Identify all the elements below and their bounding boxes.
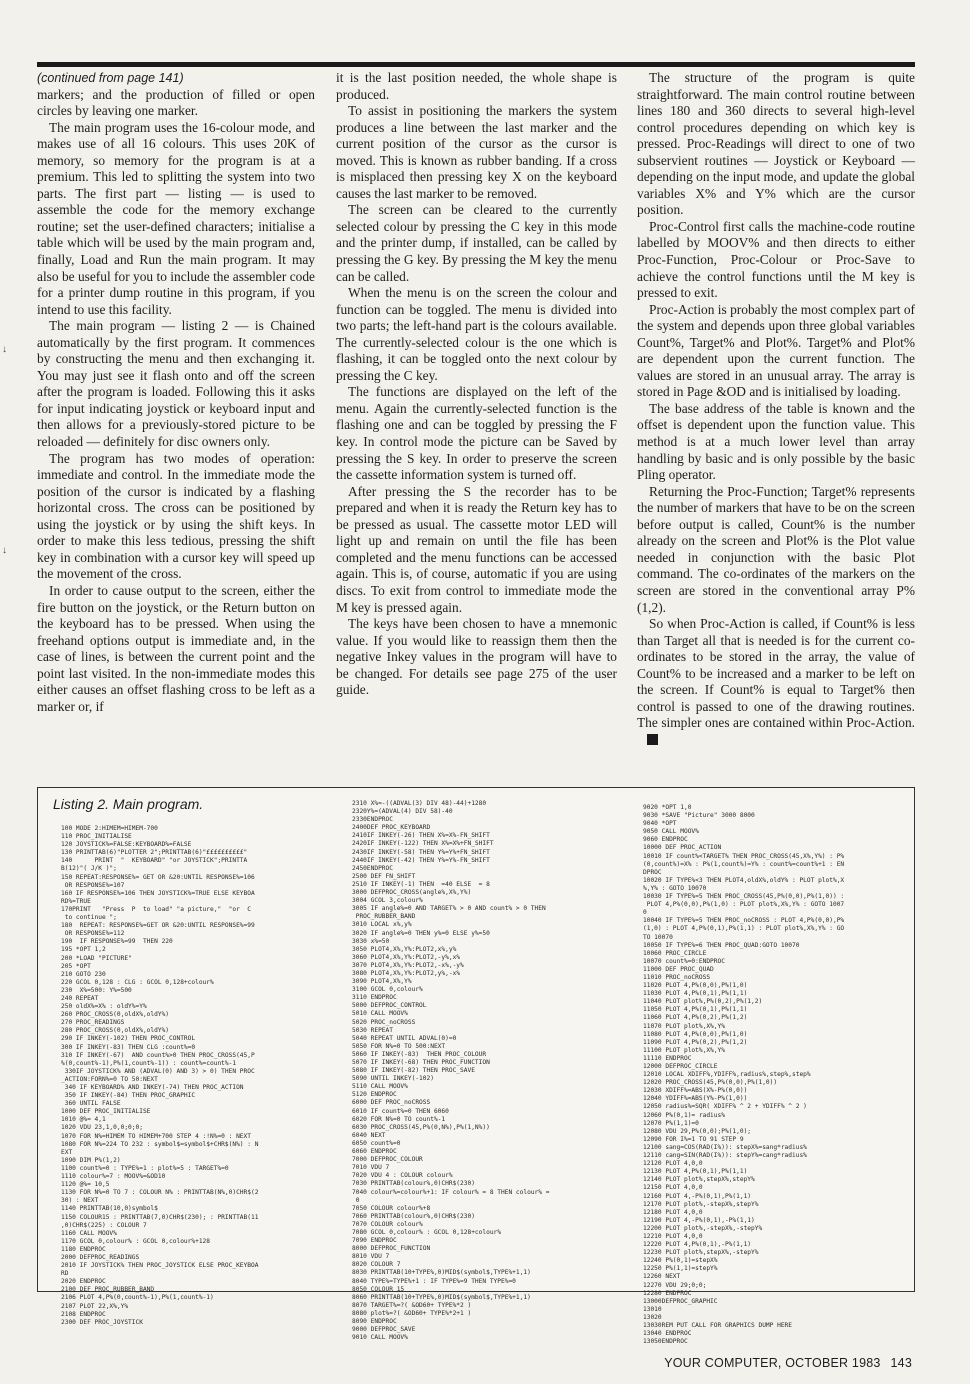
code-line: 2010 IF JOYSTICK% THEN PROC_JOYSTICK ELSE PROC_KEYBOA bbox=[61, 1262, 259, 1270]
margin-mark: ↓ bbox=[2, 545, 7, 556]
code-line: 8050 COLOUR 15 bbox=[352, 1285, 405, 1293]
code-line: 30) : NEXT bbox=[61, 1197, 99, 1205]
code-line: 9000 DEFPROC_SAVE bbox=[352, 1326, 416, 1334]
code-line: 10060 PROC_CIRCLE bbox=[643, 949, 707, 957]
code-line: 1020 VDU 23,1,0,0;0;0; bbox=[61, 1124, 143, 1132]
paragraph: it is the last position needed, the whole shape is produced. bbox=[336, 70, 617, 102]
code-line: 9020 *OPT 1,0 bbox=[643, 804, 692, 811]
code-line: 1160 CALL MOOV% bbox=[61, 1229, 117, 1237]
code-line: 8030 PRINTTAB(10+TYPE%,0)MID$(symbol$,TYPE%+1,1) bbox=[352, 1269, 531, 1277]
code-line: 12260 NEXT bbox=[643, 1273, 681, 1281]
article-column-3 bbox=[637, 70, 915, 748]
code-line: 2420IF INKEY(-122) THEN X%=X%+FN_SHIFT bbox=[352, 840, 494, 848]
code-line: 13030REM PUT CALL FOR GRAPHICS DUMP HERE bbox=[643, 1322, 793, 1329]
paragraph: The program has two modes of operation: immediate and control. In the immediate mode the position of the cursor is indicated by a flashing horizontal cross. The cross can be positioned by using the joystick or by using the shift keys. In order to make this less tedious, pressing the shift key in combination with a cursor key will speed up the movement of the cross. bbox=[37, 450, 315, 582]
paragraph: To assist in positioning the markers the system produces a line between the last marker and the current position of the cursor as the cursor is moved. This is known as rubber banding. If a cross is misplaced then pressing key X on the keyboard causes the last marker to be removed. bbox=[336, 103, 617, 201]
code-line: 10040 IF TYPE%=5 THEN PROC_noCROSS : PLOT 4,P%(0,0),P% bbox=[643, 917, 845, 925]
code-line: TO 10070 bbox=[643, 933, 673, 941]
article-column-1 bbox=[37, 70, 315, 715]
code-line: 8070 TARGET%=?( &OD60+ TYPE%*2 ) bbox=[352, 1301, 472, 1309]
code-line: 270 PROC_READINGS bbox=[61, 1019, 125, 1027]
code-line: 210 GOTO 230 bbox=[61, 970, 106, 978]
code-line: 11090 PLOT 4,P%(0,2),P%(1,2) bbox=[643, 1038, 748, 1046]
code-line: 1140 PRINTTAB(10,0)symbol$ bbox=[61, 1205, 158, 1213]
code-line: 280 PROC_CROSS(0,oldX%,oldY%) bbox=[61, 1027, 170, 1035]
code-line: 12050 radius%=SQR( XDIFF% ^ 2 + YDIFF% ^ 2 ) bbox=[643, 1103, 807, 1111]
code-line: 7060 PRINTTAB(colour%,0)CHR$(230) bbox=[352, 1212, 475, 1220]
code-line: 10000 DEF PROC_ACTION bbox=[643, 844, 722, 852]
code-line: 1130 FOR N%=0 TO 7 : COLOUR N% : PRINTTAB(N%,0)CHR$(2 bbox=[61, 1189, 259, 1197]
code-line: 3100 GCOL 0,colour% bbox=[352, 986, 423, 994]
code-line: 12010 LOCAL XDIFF%,YDIFF%,radius%,step%,step% bbox=[643, 1071, 811, 1079]
margin-mark: ↓ bbox=[2, 344, 7, 355]
code-line: 1070 FOR N%=HIMEM TO HIMEM+700 STEP 4 :!N%=0 : NEXT bbox=[61, 1132, 251, 1140]
code-line: 11050 PLOT 4,P%(0,1),P%(1,1) bbox=[643, 1006, 748, 1014]
code-line: 1090 DIM P%(1,2) bbox=[61, 1156, 121, 1164]
code-line: 2440IF INKEY(-42) THEN Y%=Y%-FN_SHIFT bbox=[352, 856, 490, 864]
code-line: 3020 IF angle%=0 THEN y%=0 ELSE y%=50 bbox=[352, 929, 490, 937]
code-line: 8080 plot%=?( &OD60+ TYPE%*2+1 ) bbox=[352, 1309, 472, 1317]
code-line: 2510 IF INKEY(-1) THEN =40 ELSE = 8 bbox=[352, 880, 490, 888]
code-line: 9010 CALL MOOV% bbox=[352, 1334, 408, 1342]
code-line: PROC_RUBBER_BAND bbox=[352, 913, 416, 921]
code-line: 0 bbox=[352, 1196, 360, 1204]
code-line: 290 IF INKEY(-102) THEN PROC_CONTROL bbox=[61, 1035, 196, 1043]
code-line: 7020 VDU 4 : COLOUR colour% bbox=[352, 1172, 453, 1180]
code-line: 11020 PLOT 4,P%(0,0),P%(1,0) bbox=[643, 982, 748, 990]
code-line: 9030 *SAVE "Picture" 3000 8000 bbox=[643, 812, 755, 820]
code-line: 200 *LOAD "PICTURE" bbox=[61, 954, 132, 962]
code-line: 12160 PLOT 4,-P%(0,1),P%(1,1) bbox=[643, 1192, 752, 1200]
code-line: 2400DEF PROC_KEYBOARD bbox=[352, 824, 431, 832]
code-line: 12020 PROC_CROSS(45,P%(0,0),P%(1,0)) bbox=[643, 1079, 778, 1087]
paragraph: Proc-Action is probably the most complex part of the system and depends upon three global variables Count%, Target% and Plot%. Target% and Plot% are dependent upon the current function. The values are stored in an unusual array. The array is stored in Page &OD and is initialised by loading. bbox=[637, 301, 915, 400]
code-line: 12120 PLOT 4,0,0 bbox=[643, 1160, 703, 1168]
paragraph: The functions are displayed on the left of the menu. Again the currently-selected function is the flashing one and can be toggled by pressing the F key. In control mode the picture can be Saved by pressing the S key. In order to preserve the screen the cassette information system is turned off. bbox=[336, 384, 617, 483]
code-line: 5050 FOR N%=0 TO 500:NEXT bbox=[352, 1042, 446, 1050]
code-line: 2000 DEFPROC_READINGS bbox=[61, 1253, 140, 1261]
code-line: 12000 DEFPROC_CIRCLE bbox=[643, 1063, 718, 1070]
code-line: 195 *OPT 1,2 bbox=[61, 946, 106, 954]
code-line: PLOT 4,P%(0,0),P%(1,0) : PLOT plot%,X%,Y% : GOTO 1007 bbox=[643, 901, 845, 909]
code-line: 3060 PLOT4,X%,Y%:PLOT2,-y%,x% bbox=[352, 953, 461, 961]
page-number: 143 bbox=[890, 1356, 912, 1370]
code-line: 11000 DEF PROC_QUAD bbox=[643, 965, 714, 973]
code-line: 190 IF RESPONSE%=99 THEN 220 bbox=[61, 938, 173, 946]
code-line: 12230 PLOT plot%,stepX%,-stepY% bbox=[643, 1249, 759, 1257]
end-of-article-square bbox=[647, 734, 658, 745]
code-line: 2410IF INKEY(-26) THEN X%=X%-FN_SHIFT bbox=[352, 832, 490, 840]
paragraph: The structure of the program is quite straightforward. The main control routine between lines 180 and 360 directs to several high-level control procedures depending on which key is pressed. Proc-Readings will direct to one of two subservient routines — Joystick or Keyboard — depending on the input mode, and update the global variables X% and Y% which are the cursor position. bbox=[637, 70, 915, 218]
code-line: 8040 TYPE%=TYPE%+1 : IF TYPE%=9 THEN TYPE%=0 bbox=[352, 1277, 516, 1285]
code-line: 10050 IF TYPE%=6 THEN PROC_QUAD:GOTO 10070 bbox=[643, 941, 800, 949]
code-line: 330IF JOYSTICK% AND (ADVAL(0) AND 3) > 0) THEN PROC bbox=[61, 1067, 255, 1075]
code-line: 5030 REPEAT bbox=[352, 1026, 393, 1034]
code-line: 3080 PLOT4,X%,Y%:PLOT2,y%,-x% bbox=[352, 969, 461, 977]
code-line: 1180 ENDPROC bbox=[61, 1245, 106, 1253]
code-line: 12080 VDU 29,P%(0,0);P%(1,0); bbox=[643, 1127, 752, 1135]
code-line: 1010 @%= 4,1 bbox=[61, 1116, 106, 1124]
code-line: OR RESPONSE%=107 bbox=[61, 881, 125, 889]
code-line: 12030 XDIFF%=ABS(X%-P%(0,0)) bbox=[643, 1087, 748, 1095]
code-line: 150 REPEAT:RESPONSE%= GET OR &20:UNTIL RESPONSE%=106 bbox=[61, 873, 255, 881]
code-line: 5020 PROC_noCROSS bbox=[352, 1018, 416, 1026]
code-line: 12280 ENDPROC bbox=[643, 1289, 692, 1297]
code-line: 110 PROC_INITIALISE bbox=[61, 833, 132, 841]
code-line: 12180 PLOT 4,0,0 bbox=[643, 1208, 703, 1216]
listing-column-2 bbox=[352, 800, 624, 1342]
code-line: 12130 PLOT 4,P%(0,1),P%(1,1) bbox=[643, 1168, 748, 1176]
code-line: 6050 count%=0 bbox=[352, 1139, 401, 1147]
code-line: 10030 IF TYPE%=5 THEN PROC_CROSS(45,P%(0,0),P%(1,0)) : bbox=[643, 893, 845, 901]
code-line: 13040 ENDPROC bbox=[643, 1330, 692, 1338]
code-line: 11100 PLOT plot%,X%,Y% bbox=[643, 1046, 725, 1054]
paragraph: Proc-Control first calls the machine-code routine labelled by MOOV% and then directs to either Proc-Function, Proc-Colour or Proc-Save to achieve the control functions until the M key is pressed to exit. bbox=[637, 218, 915, 301]
code-line: 13010 bbox=[643, 1305, 662, 1313]
code-line: 12140 PLOT plot%,stepX%,stepY% bbox=[643, 1176, 755, 1184]
continued-label: (continued from page 141) bbox=[37, 71, 184, 85]
code-line: ,0)CHR$(225) : COLOUR 7 bbox=[61, 1221, 147, 1229]
code-line: 3070 PLOT4,X%,Y%:PLOT2,-x%,-y% bbox=[352, 961, 464, 969]
code-line: 2100 DEF PROC_RUBBER_BAND bbox=[61, 1286, 155, 1294]
code-line: 205 *OPT bbox=[61, 962, 91, 970]
code-line: 2300 DEF PROC_JOYSTICK bbox=[61, 1318, 143, 1326]
code-line: 2020 ENDPROC bbox=[61, 1278, 106, 1286]
code-line: 7070 COLOUR colour% bbox=[352, 1220, 423, 1228]
code-line: 240 REPEAT bbox=[61, 994, 99, 1002]
code-line: 6040 NEXT bbox=[352, 1131, 386, 1139]
code-line: 1110 colour%=7 : MOOV%=&OD10 bbox=[61, 1173, 166, 1181]
code-line: 360 UNTIL FALSE bbox=[61, 1100, 121, 1108]
listing-column-3 bbox=[643, 804, 909, 1346]
code-line: 5080 IF INKEY(-82) THEN PROC_SAVE bbox=[352, 1067, 475, 1075]
code-line: 1100 count%=0 : TYPE%=1 : plot%=5 : TARGET%=0 bbox=[61, 1164, 229, 1172]
code-line: 8000 DEFPROC_FUNCTION bbox=[352, 1245, 431, 1253]
code-line: 12100 sang=COS(RAD(I%)): stepX%=sang*radius% bbox=[643, 1143, 807, 1151]
code-line: 12060 P%(0,1)= radius% bbox=[643, 1111, 725, 1119]
code-line: 140 PRINT " KEYBOARD" "or JOYSTICK";PRINTTA bbox=[61, 857, 248, 865]
code-line: 8020 COLOUR 7 bbox=[352, 1261, 401, 1269]
code-line: 7030 PRINTTAB(colour%,0)CHR$(230) bbox=[352, 1180, 475, 1188]
code-line: 12070 P%(1,1)=0 bbox=[643, 1119, 699, 1127]
code-line: 5040 REPEAT UNTIL ADVAL(0)=0 bbox=[352, 1034, 457, 1042]
paragraph: The main program uses the 16-colour mode, and makes use of all 16 colours. This uses 20K of memory, so memory for the program is at a premium. This led to splitting the system into two parts. The first part — listing — is used to assemble the code for the memory exchange routine; set the user-defined characters; initialise a table which will be used by the main program and, finally, Load and Run the main program. It may also be useful for you to include the assembler code for a printer dump routine in this program, if you intend to use this facility. bbox=[37, 119, 315, 317]
top-rule bbox=[37, 62, 915, 67]
code-line: 230 X%=500: Y%=500 bbox=[61, 986, 132, 994]
code-line: 1120 @%= 10,5 bbox=[61, 1181, 110, 1189]
code-line: 7040 colour%=colour%+1: IF colour% = 8 THEN colour% = bbox=[352, 1188, 550, 1196]
listing-column-1 bbox=[61, 825, 333, 1327]
code-line: 11070 PLOT plot%,X%,Y% bbox=[643, 1022, 725, 1030]
code-line: 6000 DEF PROC_noCROSS bbox=[352, 1099, 431, 1107]
code-line: 2430IF INKEY(-58) THEN Y%=Y%+FN_SHIFT bbox=[352, 848, 490, 856]
code-line: 2106 PLOT 4,P%(0,count%-1),P%(1,count%-1) bbox=[61, 1294, 214, 1302]
paragraph: The keys have been chosen to have a mnemonic value. If you would like to reassign them then the negative Inkey values in the program will have to be changed. For details see page 275 of the user guide. bbox=[336, 616, 617, 698]
code-line: 10010 IF count%<TARGET% THEN PROC_CROSS(45,X%,Y%) : P% bbox=[643, 852, 845, 860]
code-line: 6030 PROC_CROSS(45,P%(0,N%),P%(1,N%)) bbox=[352, 1123, 490, 1131]
code-line: 2330ENDPROC bbox=[352, 816, 393, 824]
code-line: 12170 PLOT plot%,-stepX%,stepY% bbox=[643, 1200, 759, 1208]
code-line: DPROC bbox=[643, 868, 662, 876]
code-line: 12090 FOR I%=1 TO 91 STEP 9 bbox=[643, 1135, 744, 1143]
code-line: 8090 ENDPROC bbox=[352, 1318, 397, 1325]
code-line: 5090 UNTIL INKEY(-102) bbox=[352, 1075, 434, 1083]
code-line: 6020 FOR N%=0 TO count%-1 bbox=[352, 1115, 446, 1123]
code-line: RD%=TRUE bbox=[61, 897, 91, 905]
code-line: 260 PROC_CROSS(0,oldX%,oldY%) bbox=[61, 1011, 170, 1019]
code-line: 170PRINT "Press P to load" "a picture," "or C bbox=[61, 905, 251, 913]
code-line: 12270 VDU 29;0;0; bbox=[643, 1281, 707, 1289]
code-line: 120 JOYSTICK%=FALSE:KEYBOARD%=FALSE bbox=[61, 841, 192, 849]
paragraph: After pressing the S the recorder has to be prepared and when it is ready the Return key has to be pressed as usual. The cassette motor LED will light up and remain on until the file has been completed and the menu functions can be accessed again. This is, of course, automatic if you are using discs. To exit from control to immediate mode the M key is pressed again. bbox=[336, 483, 617, 615]
page-footer bbox=[654, 1356, 912, 1370]
code-line: 3030 x%=50 bbox=[352, 937, 390, 945]
code-line: 12210 PLOT 4,0,0 bbox=[643, 1232, 703, 1240]
code-listing-box bbox=[37, 787, 915, 1346]
code-line: 2500 DEF FN_SHIFT bbox=[352, 872, 416, 880]
code-line: 250 oldX%=X% : oldY%=Y% bbox=[61, 1003, 147, 1011]
code-line: EXT bbox=[61, 1148, 73, 1156]
code-line: 2108 ENDPROC bbox=[61, 1310, 106, 1318]
code-line: 11060 PLOT 4,P%(0,2),P%(1,2) bbox=[643, 1014, 748, 1022]
code-line: 2450ENDPROC bbox=[352, 864, 393, 872]
code-line: 6060 ENDPROC bbox=[352, 1148, 397, 1156]
code-line: 1000 DEF PROC_INITIALISE bbox=[61, 1108, 151, 1116]
code-line: 340 IF KEYBOARD% AND INKEY(-74) THEN PROC_ACTION bbox=[61, 1084, 244, 1091]
paragraph-text: So when Proc-Action is called, if Count% is less than Target all that is needed is for the current co-ordinates to be stored in the array, the value of Count% to be increased and a marker to be left on the screen. If Count% is equal to Target% then control is passed to one of the drawing routines. The simpler ones are contained within Proc-Action. bbox=[637, 616, 915, 731]
code-line: 9060 ENDPROC bbox=[643, 836, 688, 844]
paragraph: The base address of the table is known and the offset is dependent upon the function value. This method is at a much lower level than array handling by basic and is only possible by the basic Pling operator. bbox=[637, 400, 915, 483]
code-line: 11110 ENDPROC bbox=[643, 1054, 692, 1062]
code-line: 310 IF INKEY(-67) AND count%>0 THEN PROC_CROSS(45,P bbox=[61, 1051, 255, 1059]
code-line: 3110 ENDPROC bbox=[352, 994, 397, 1002]
code-line: 5000 DEFPROC_CONTROL bbox=[352, 1002, 427, 1010]
code-line: 13020 bbox=[643, 1313, 662, 1321]
code-line: 350 IF INKEY(-84) THEN PROC_GRAPHIC bbox=[61, 1092, 196, 1100]
code-line: 12220 PLOT 4,P%(0,1),-P%(1,1) bbox=[643, 1241, 752, 1249]
code-line: 7050 COLOUR colour%+8 bbox=[352, 1204, 431, 1212]
code-line: 12040 YDIFF%=ABS(Y%-P%(1,0)) bbox=[643, 1095, 748, 1103]
paragraph: In order to cause output to the screen, either the fire button on the joystick, or the Return button on the keyboard has to be pressed. When using the freehand options output is immediate and, in the case of lines, is between the current point and the point last visited. In the non-immediate modes this either causes an offset flashing cross to be left as a marker or, if bbox=[37, 582, 315, 714]
code-line: 7080 GCOL 0,colour% : GCOL 0,128+colour% bbox=[352, 1228, 502, 1236]
code-line: 160 IF RESPONSE%=106 THEN JOYSTICK%=TRUE ELSE KEYBOA bbox=[61, 889, 255, 897]
code-line: 3050 PLOT4,X%,Y%:PLOT2,x%,y% bbox=[352, 945, 457, 953]
code-line: (0,count%)=X% : P%(1,count%)=Y% : count%=count%+1 : EN bbox=[643, 860, 845, 868]
code-line: 5010 CALL MOOV% bbox=[352, 1010, 408, 1018]
code-line: 7000 DEFPROC_COLOUR bbox=[352, 1156, 423, 1164]
code-line: 11040 PLOT plot%,P%(0,2),P%(1,2) bbox=[643, 998, 763, 1006]
code-line: %(0,count%-1),P%(1,count%-1)) : count%=count%-1 bbox=[61, 1059, 237, 1067]
paragraph: When the menu is on the screen the colour and function can be toggled. The menu is divided into two parts; the left-hand part is the colours available. The currently-selected colour is the one which is flashing, it can be toggled onto the next colour by pressing the C key. bbox=[336, 285, 617, 383]
code-line: 5060 IF INKEY(-83) THEN PROC_COLOUR bbox=[352, 1050, 487, 1058]
code-line: 12250 P%(1,1)=stepY% bbox=[643, 1265, 718, 1273]
code-line: 1080 FOR N%=224 TO 232 : symbol$=symbol$+CHR$(N%) : N bbox=[61, 1140, 259, 1148]
article-column-2 bbox=[336, 70, 617, 699]
code-line: 11030 PLOT 4,P%(0,1),P%(1,1) bbox=[643, 990, 748, 998]
code-line: 9040 *OPT bbox=[643, 820, 677, 828]
code-line: 7090 ENDPROC bbox=[352, 1237, 397, 1245]
code-line: 7010 VDU 7 bbox=[352, 1164, 390, 1172]
code-line: (1,0) : PLOT 4,P%(0,1),P%(1,1) : PLOT plot%,X%,Y% : GO bbox=[643, 925, 845, 933]
code-line: 5070 IF INKEY(-68) THEN PROC_FUNCTION bbox=[352, 1059, 490, 1066]
code-line: 9050 CALL MOOV% bbox=[643, 828, 699, 836]
code-line: %,Y% : GOTO 10070 bbox=[643, 884, 707, 892]
code-line: _ACTION:FORN%=0 TO 50:NEXT bbox=[61, 1075, 158, 1083]
code-line: 130 PRINTTAB(6)"PLOTTER 2";PRINTTAB(6)"££££££££££" bbox=[61, 849, 248, 857]
code-line: 3090 PLOT4,X%,Y% bbox=[352, 978, 412, 986]
code-line: 3004 GCOL 3,colour% bbox=[352, 897, 423, 905]
paragraph: markers; and the production of filled or open circles by leaving one marker. bbox=[37, 86, 315, 119]
code-line: 1150 COLOUR15 : PRINTTAB(7,0)CHR$(230); : PRINTTAB(11 bbox=[61, 1213, 259, 1221]
code-line: to continue "; bbox=[61, 914, 117, 922]
code-line: 0 bbox=[643, 909, 647, 917]
paragraph bbox=[637, 616, 915, 748]
code-line: 2320Y%=(ADVAL(4) DIV 58)-40 bbox=[352, 808, 453, 816]
code-line: 180 REPEAT: RESPONSE%=GET OR &20:UNTIL RESPONSE%=99 bbox=[61, 922, 255, 930]
code-line: 10020 IF TYPE%<3 THEN PLOT4,oldX%,oldY% : PLOT plot%,X bbox=[643, 876, 845, 884]
paragraph: Returning the Proc-Function; Target% represents the number of markers that have to be on the screen before output is called, Count% is the number already on the screen and Plot% is the Plot value needed in conjunction with the basic Plot command. The co-ordinates of the markers on the screen are stored in the conventional array P% (1,2). bbox=[637, 483, 915, 615]
code-line: 3010 LOCAL x%,y% bbox=[352, 921, 412, 929]
code-line: 12190 PLOT 4,-P%(0,1),-P%(1,1) bbox=[643, 1216, 755, 1224]
code-line: 3005 IF angle%=0 AND TARGET% > 0 AND count% > 0 THEN bbox=[352, 905, 546, 913]
code-line: 12240 P%(0,1)=stepX% bbox=[643, 1257, 718, 1265]
code-line: 5110 CALL MOOV% bbox=[352, 1083, 408, 1091]
code-line: 100 MODE 2:HIMEM=HIMEM-700 bbox=[61, 825, 158, 832]
code-line: 11010 PROC_noCROSS bbox=[643, 973, 711, 981]
code-line: 300 IF INKEY(-83) THEN CLG :count%=0 bbox=[61, 1043, 196, 1051]
code-line: 6010 IF count%=0 THEN 6060 bbox=[352, 1107, 449, 1115]
paragraph: The screen can be cleared to the currently selected colour by pressing the C key in this mode and the printer dump, if installed, can be called by pressing the G key. By pressing the M key the menu can be called. bbox=[336, 202, 617, 284]
code-line: 8010 VDU 7 bbox=[352, 1253, 390, 1261]
code-line: 8060 PRINTTAB(10+TYPE%,0)MID$(symbol$,TYPE%+1,1) bbox=[352, 1293, 531, 1301]
listing-title: Listing 2. Main program. bbox=[53, 796, 204, 812]
code-line: 12200 PLOT plot%,-stepX%,-stepY% bbox=[643, 1224, 763, 1232]
code-line: RD bbox=[61, 1270, 69, 1278]
code-line: 2310 X%=-((ADVAL(3) DIV 48)-44)+1280 bbox=[352, 800, 487, 807]
code-line: OR RESPONSE%=112 bbox=[61, 930, 125, 938]
code-line: 12110 cang=SIN(RAD(I%)): stepY%=cang*radius% bbox=[643, 1152, 807, 1160]
code-line: 12150 PLOT 4,0,0 bbox=[643, 1184, 703, 1192]
code-line: 3000 DEFPROC_CROSS(angle%,X%,Y%) bbox=[352, 889, 472, 897]
code-line: 5120 ENDPROC bbox=[352, 1091, 397, 1099]
code-line: 10070 count%=0:ENDPROC bbox=[643, 957, 725, 965]
code-line: 11080 PLOT 4,P%(0,0),P%(1,0) bbox=[643, 1030, 748, 1038]
code-line: B(12)"( J/K )"; bbox=[61, 865, 117, 873]
magazine-name: YOUR COMPUTER, OCTOBER 1983 bbox=[664, 1356, 881, 1370]
code-line: 1170 GCOL 0,colour% : GCOL 0,colour%+128 bbox=[61, 1237, 211, 1245]
code-line: 13050ENDPROC bbox=[643, 1338, 688, 1346]
code-line: 13000DEFPROC_GRAPHIC bbox=[643, 1297, 718, 1305]
code-line: 220 GCOL 0,128 : CLG : GCOL 0,128+colour% bbox=[61, 978, 214, 986]
code-line: 2107 PLOT 22,X%,Y% bbox=[61, 1302, 129, 1310]
paragraph: The main program — listing 2 — is Chained automatically by the first program. It commences by constructing the menu and then exchanging it. You may just see it flash onto and off the screen after the program is loaded. Following this it asks for input indicating joystick or keyboard input and then allows for a previously-stored picture to be reloaded — definitely for disc owners only. bbox=[37, 318, 315, 450]
